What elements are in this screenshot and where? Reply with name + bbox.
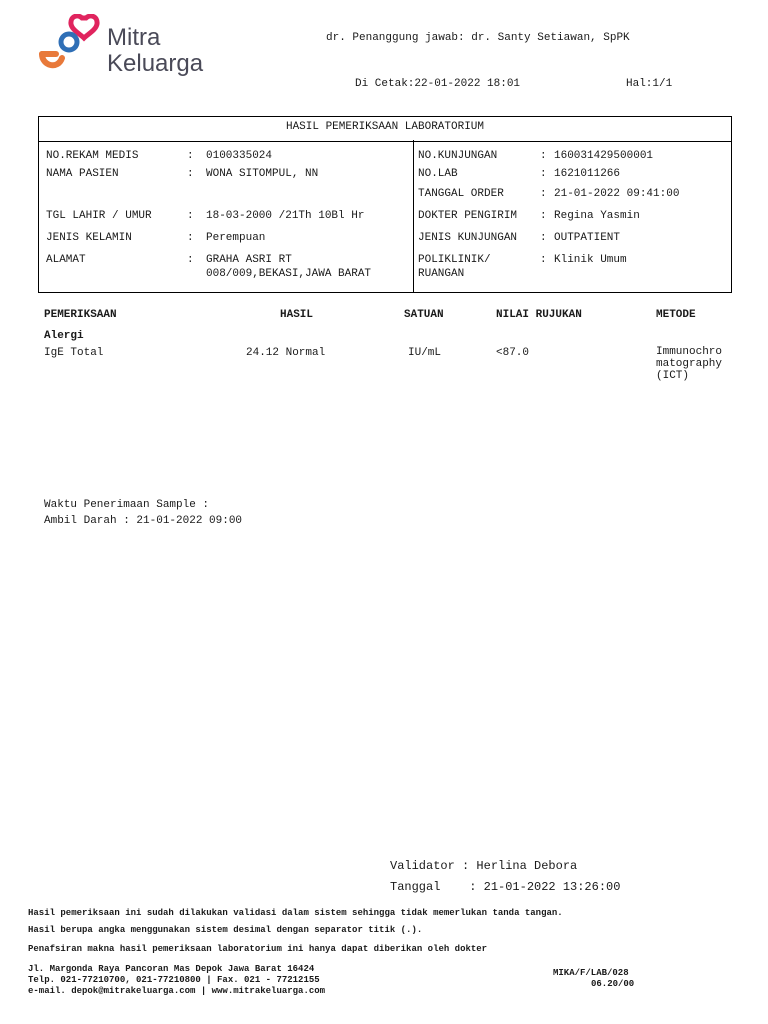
sep: :	[540, 150, 547, 162]
value-referring-doctor: Regina Yasmin	[554, 210, 640, 222]
label-gender: JENIS KELAMIN	[46, 232, 132, 244]
label-patient-name: NAMA PASIEN	[46, 168, 119, 180]
col-header-result: HASIL	[280, 309, 314, 321]
test-group: Alergi	[44, 330, 84, 342]
value-birthdate-age: 18-03-2000 /21Th 10Bl Hr	[206, 210, 365, 222]
col-header-test: PEMERIKSAAN	[44, 309, 117, 321]
footer-phone: Telp. 021-77210700, 021-77210800 | Fax. 021 - 77212155	[28, 975, 320, 985]
col-header-reference: NILAI RUJUKAN	[496, 309, 582, 321]
test-result: 24.12 Normal	[246, 347, 326, 359]
note-interpretation: Penafsiran makna hasil pemeriksaan laboratorium ini hanya dapat diberikan oleh dokter	[28, 944, 488, 954]
label-order-date: TANGGAL ORDER	[418, 188, 504, 200]
value-medical-record: 0100335024	[206, 150, 273, 162]
patient-info-box	[38, 140, 732, 293]
label-visit-type: JENIS KUNJUNGAN	[418, 232, 518, 244]
mitra-keluarga-logo-icon	[38, 14, 102, 74]
label-birthdate-age: TGL LAHIR / UMUR	[46, 210, 152, 222]
sep: :	[187, 168, 194, 180]
test-method-line2: matography	[656, 358, 723, 370]
value-patient-name: WONA SITOMPUL, NN	[206, 168, 319, 180]
test-method-line3: (ICT)	[656, 370, 690, 382]
label-room: RUANGAN	[418, 268, 465, 280]
value-lab-number: 1621011266	[554, 168, 621, 180]
sep: :	[540, 188, 547, 200]
print-date: Di Cetak:22-01-2022 18:01	[355, 78, 521, 90]
test-reference: <87.0	[496, 347, 530, 359]
sep: :	[540, 254, 547, 266]
report-title-box	[38, 116, 732, 142]
sep: :	[187, 150, 194, 162]
sep: :	[187, 210, 194, 222]
blood-draw-time: Ambil Darah : 21-01-2022 09:00	[44, 515, 243, 527]
footer-address: Jl. Margonda Raya Pancoran Mas Depok Jawa Barat 16424	[28, 964, 315, 974]
value-address-line2: 008/009,BEKASI,JAWA BARAT	[206, 268, 372, 280]
sep: :	[187, 254, 194, 266]
label-clinic: POLIKLINIK/	[418, 254, 491, 266]
sep: :	[540, 168, 547, 180]
value-visit-number: 160031429500001	[554, 150, 654, 162]
test-method-line1: Immunochro	[656, 346, 723, 358]
value-order-date: 21-01-2022 09:41:00	[554, 188, 680, 200]
value-visit-type: OUTPATIENT	[554, 232, 621, 244]
sep: :	[187, 232, 194, 244]
sep: :	[540, 232, 547, 244]
note-decimal: Hasil berupa angka menggunakan sistem desimal dengan separator titik (.).	[28, 925, 423, 935]
validation-date: Tanggal : 21-01-2022 13:26:00	[390, 880, 621, 894]
validator: Validator : Herlina Debora	[390, 859, 578, 873]
label-address: ALAMAT	[46, 254, 86, 266]
label-medical-record: NO.REKAM MEDIS	[46, 150, 139, 162]
col-header-unit: SATUAN	[404, 309, 444, 321]
form-version: 06.20/00	[591, 979, 635, 989]
col-header-method: METODE	[656, 309, 696, 321]
value-address-line1: GRAHA ASRI RT	[206, 254, 292, 266]
label-visit-number: NO.KUNJUNGAN	[418, 150, 498, 162]
label-lab-number: NO.LAB	[418, 168, 458, 180]
value-gender: Perempuan	[206, 232, 266, 244]
report-title: HASIL PEMERIKSAAN LABORATORIUM	[285, 121, 485, 133]
page-number: Hal:1/1	[626, 78, 673, 90]
test-name: IgE Total	[44, 347, 104, 359]
patient-box-divider	[413, 140, 414, 292]
responsible-doctor: dr. Penanggung jawab: dr. Santy Setiawan, SpPK	[326, 32, 630, 44]
label-referring-doctor: DOKTER PENGIRIM	[418, 210, 518, 222]
sep: :	[540, 210, 547, 222]
sample-received-label: Waktu Penerimaan Sample :	[44, 499, 210, 511]
form-code: MIKA/F/LAB/028	[553, 968, 629, 978]
footer-email: e-mail. depok@mitrakeluarga.com | www.mitrakeluarga.com	[28, 986, 326, 996]
value-clinic: Klinik Umum	[554, 254, 627, 266]
brand-name-line2: Keluarga	[107, 50, 204, 77]
brand-name-line1: Mitra	[107, 24, 161, 51]
note-validation: Hasil pemeriksaan ini sudah dilakukan validasi dalam sistem sehingga tidak memerlukan tanda tangan.	[28, 908, 563, 918]
test-unit: IU/mL	[408, 347, 442, 359]
